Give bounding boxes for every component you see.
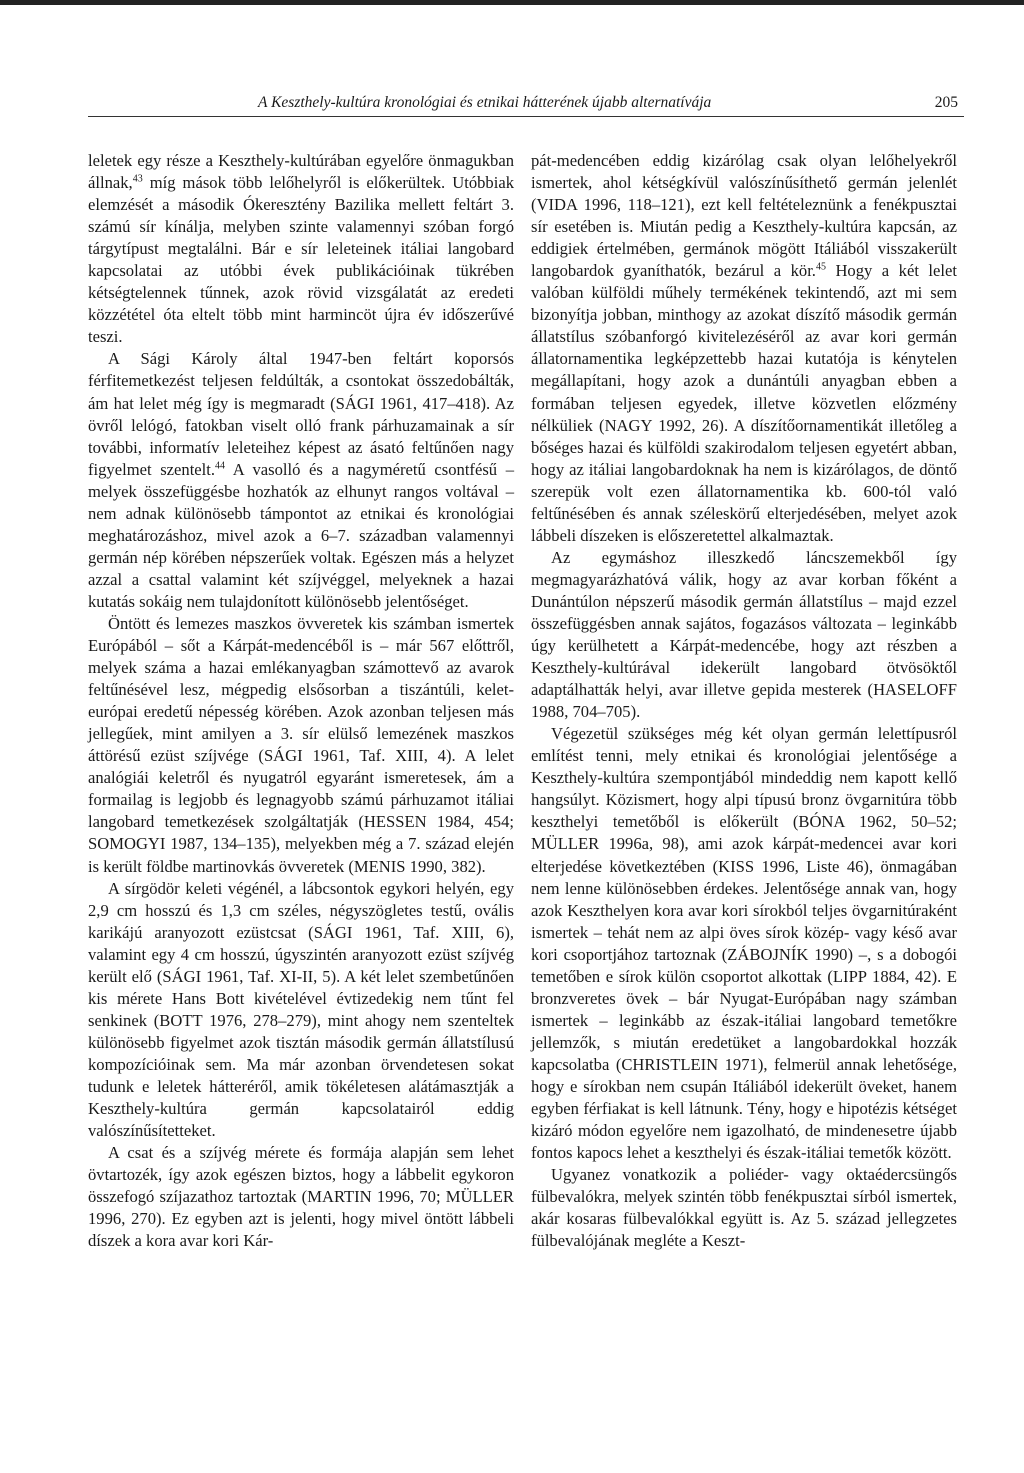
- paragraph: A Sági Károly által 1947-ben feltárt koporsós férfitemetkezést teljesen feldúlták, a csontokat összedobálták, ám hat lelet még így is megmaradt (SÁGI 1961, 417–418). Az övről lelógó, fatokban viselt olló frank párhuzamainak a sír további, informatív leleteihez képest az ásató feltűnően nagy figyelmet szentelt.$^{44}$ A vasolló és a nagyméretű csontfésű – melyek összefüggésbe hozhatók az elhunyt rangos voltával – nem adnak különösebb támpontot az etnikai és kronológiai meghatározáshoz, mivel azok a 6–7. században valamennyi germán nép körében népszerűek voltak. Egészen más a helyzet azzal a csattal valamint két szíjvéggel, melyeknek a hazai kutatás sokáig nem tulajdonított különösebb jelentőséget.: [88, 349, 514, 611]
- footnote-ref-43: 43: [132, 173, 143, 185]
- paragraph: Végezetül szükséges még két olyan germán lelettípusról említést tenni, mely etnikai és kronológiai jelentősége a Keszthely-kultúra szempontjából mindeddig nem kapott kellő hangsúlyt. Közismert, hogy alpi típusú bronz övgarnitúra több keszthelyi temetőből is előkerült (BÓNA 1962, 50–52; MÜLLER 1996a, 98), ami azok kárpát-medencei avar kori elterjedése következtében (KISS 1996, Liste 46), önmagában nem lenne különösebben érdekes. Jelentősége annak van, hogy azok Keszthelyen kora avar kori sírokból teljes övgarnitúraként ismertek – tehát nem az alpi öves sírok közép- vagy késő avar kori csoportjához tartoznak (ZÁBOJNÍK 1990) –, s a dobogói temetőben e sírok külön csoportot alkottak (LIPP 1884, 42). E bronzveretes övek – bár Nyugat-Európában nagy számban ismertek – leginkább az észak-itáliai langobard temetőkre jellemzők, s miután eredetüket a langobardokkal hozzák kapcsolatba (CHRISTLEIN 1971), felmerül annak lehetősége, hogy e sírokban nem csupán Itáliából idekerült öveket, hanem egyben férfiakat is kell látnunk. Tény, hogy e hipotézis kétséget kizáró módon egyelőre nem igazolható, de mindenesetre újabb fontos kapocs lehet a keszthelyi és észak-itáliai temetők között.: [531, 724, 957, 1163]
- paragraph: leletek egy része a Keszthely-kultúrában egyelőre önmagukban állnak,$^{43}$ míg mások több lelőhelyről is előkerültek. Utóbbiak elemzését a második Ókeresztény Bazilika mellett feltárt 3. számú sír kínálja, melyben szinte valamennyi szóban forgó tárgytípust megtalálni. Bár e sír leleteinek itáliai langobard kapcsolatai az utóbbi évek publikációinak tükrében kétségtelennek tűnnek, azok rövid vizsgálatát az eredeti közzététel óta eltelt több mint harmincöt újra év időszerűvé teszi.: [88, 151, 514, 347]
- paragraph: Az egymáshoz illeszkedő láncszemekből így megmagyarázhatóvá válik, hogy az avar korban főként a Dunántúlon népszerű második germán állatstílus – majd ezzel összefüggésben annak sajátos, fogazásos változata – leginkább úgy kerülhetett a Kárpát-medencébe, hogy azt részben a Keszthely-kultúrával idekerült langobard ötvösöktől adaptálhatták helyi, avar illetve gepida mesterek (HASELOFF 1988, 704–705).: [531, 547, 957, 722]
- scan-top-edge: [0, 0, 1024, 5]
- paragraph: Öntött és lemezes maszkos övveretek kis számban ismertek Európából – sőt a Kárpát-medencéből is – már 567 előttről, melyek száma a hazai emlékanyagban számottevő az avarok feltűnésével lesz, mégpedig elsősorban a tiszántúli, kelet-európai eredetű népesség körében. Azok azonban teljesen más jellegűek, mint amilyen a 3. sír elülső lemezének maszkos áttörésű ezüst szíjvége (SÁGI 1961, Taf. XIII, 4). A lelet analógiái keletről és nyugatról egyaránt ismeretesek, ám a formailag is legjobb és legnagyobb számú párhuzamot itáliai langobard temetkezések szolgáltatják (HESSEN 1984, 454; SOMOGYI 1987, 134–135), melyekben még a 7. század elején is került földbe martinovkás övveretek (MENIS 1990, 382).: [88, 613, 514, 876]
- right-column: [531, 150, 957, 1252]
- paragraph: A csat és a szíjvég mérete és formája alapján sem lehet övtartozék, így azok egészen biztos, hogy a lábbelit egykoron összefogó szíjazathoz tartoztak (MARTIN 1996, 70; MÜLLER 1996, 270). Ez egyben azt is jelenti, hogy mivel öntött lábbeli díszek a kora avar kori Kár-: [88, 1143, 514, 1251]
- running-title: A Keszthely-kultúra kronológiai és etnikai hátterének újabb alternatívája: [258, 94, 712, 111]
- page-number: 205: [934, 94, 958, 111]
- footnote-ref-45: 45: [815, 261, 826, 273]
- left-column: [88, 150, 514, 1252]
- paragraph: pát-medencében eddig kizárólag csak olyan lelőhelyekről ismertek, ahol kétségkívül valószínűsíthető germán jelenlét (VIDA 1996, 118–121), ezt kell feltételeznünk a fenékpusztai sír esetében is. Miután pedig a Keszthely-kultúra kapcsán, az eddigiek értelmében, germánok mögött Itáliából visszakerült langobardok gyaníthatók, bezárul a kör.$^{45}$ Hogy a két lelet valóban külföldi műhely termékének tekintendő, azt mi sem bizonyítja jobban, minthogy az azokat díszítő második germán állatstílus szóbanforgó kivitelezéséről az avar kori germán állatornamentika legképzettebb hazai kutatója is kénytelen megállapítani, hogy azok a dunántúli anyagban ebben a formában teljesen egyedek, illetve közvetlen előzmény nélküliek (NAGY 1992, 26). A díszítőornamentikát illetőleg a bőséges hazai és külföldi szakirodalom teljesen egyetért abban, hogy az itáliai langobardoknak ha nem is kizárólagos, de döntő szerepük volt ezen állatornamentika kb. 600-tól való feltűnésében és annak széleskörű elterjedésében, melyet azok lábbeli díszeken is előszeretettel alkalmaztak.: [531, 151, 957, 545]
- paragraph: Ugyanez vonatkozik a poliéder- vagy oktaédercsüngős fülbevalókra, melyek szintén több fenékpusztai sírból ismertek, akár kosaras fülbevalókkal együtt is. Az 5. század jellegzetes fülbevalójának megléte a Keszt-: [531, 1165, 957, 1251]
- running-head: [88, 92, 964, 117]
- footnote-ref-44: 44: [215, 460, 226, 472]
- paragraph: A sírgödör keleti végénél, a lábcsontok egykori helyén, egy 2,9 cm hosszú és 1,3 cm széles, négyszögletes testű, ovális karikájú aranyozott ezüstcsat (SÁGI 1961, Taf. XIII, 6), valamint egy 4 cm hosszú, úgyszintén aranyozott ezüst szíjvég került elő (SÁGI 1961, Taf. XI-II, 5). A két lelet szembetűnően kis mérete Hans Bott kivételével évtizedekig nem tűnt fel senkinek (BOTT 1976, 278–279), mint ahogy nem szenteltek különösebb figyelmet azok tisztán második germán állatstílusú kompozícióinak sem. Ma már azonban örvendetesen sokat tudunk e leletek hátteréről, amik tökéletesen alátámasztják a Keszthely-kultúra germán kapcsolatairól eddig valószínűsítetteket.: [88, 878, 514, 1141]
